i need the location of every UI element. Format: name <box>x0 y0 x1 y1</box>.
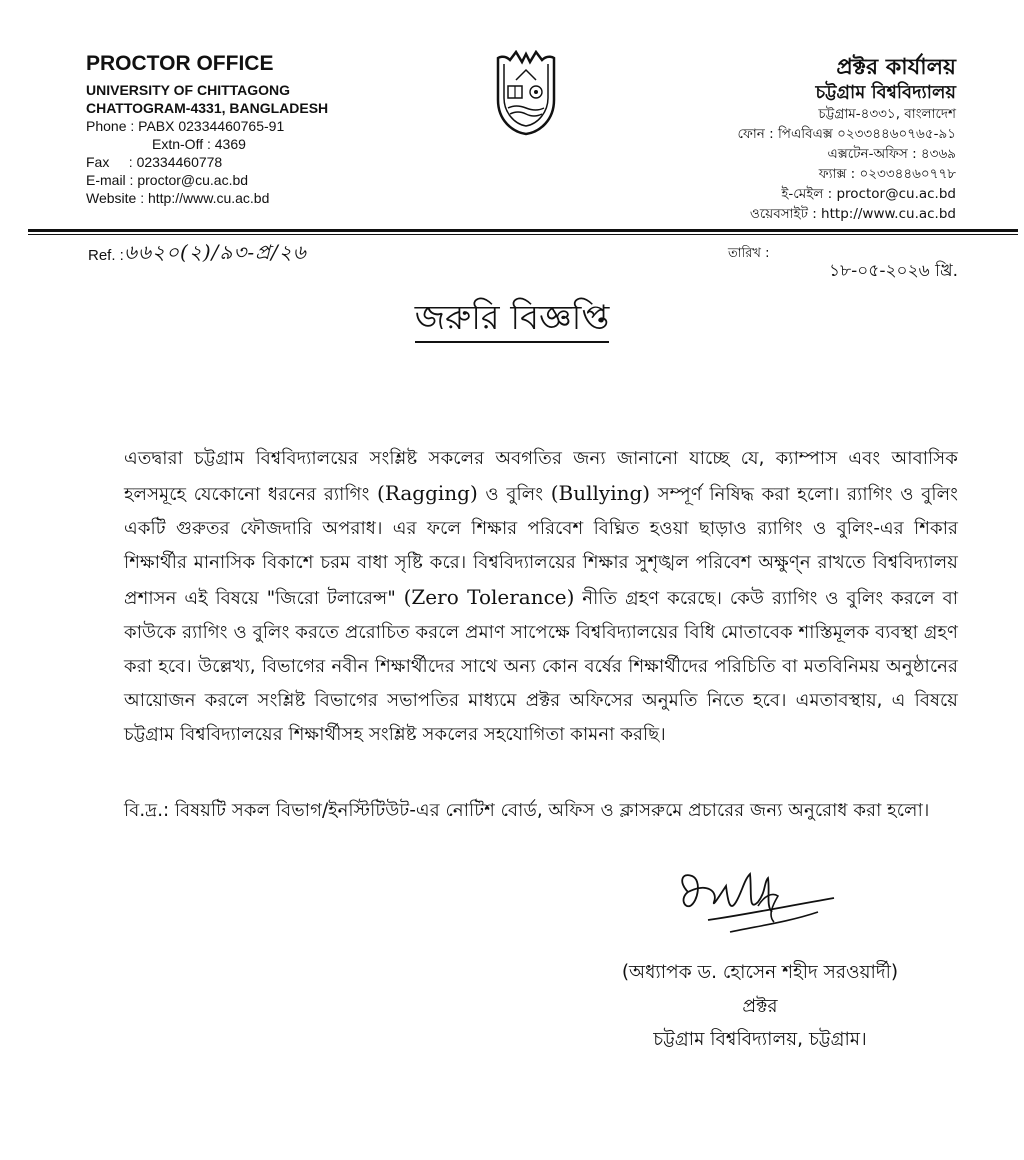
email-bn: ই-মেইল : proctor@cu.ac.bd <box>781 186 956 202</box>
body-part-3: সম্পূর্ণ নিষিদ্ধ করা হলো। র‍্যাগিং ও বুলিং একটি গুরুতর ফৌজদারি অপরাধ। এর ফলে শিক্ষার পরিবেশ বিঘ্নিত হওয়া ছাড়াও র‍্যাগিং ও বুলিং-এর শিকার শিক্ষার্থীর মানাসিক বিকাশে চরম বাধা সৃষ্টি করে। বিশ্ববিদ্যালয়ের শিক্ষার সুশৃঙ্খল পরিবেশ অক্ষুণ্ন রাখতে বিশ্ববিদ্যালয় প্রশাসন এই বিষয়ে "জিরো টলারেন্স" <box>124 484 958 609</box>
body-term-ragging: (Ragging) <box>377 481 478 505</box>
ref-label: Ref. : <box>88 247 124 264</box>
website-bn: ওয়েবসাইট : http://www.cu.ac.bd <box>749 206 956 222</box>
notice-title-text: জরুরি বিজ্ঞপ্তি <box>415 298 610 343</box>
address-en: CHATTOGRAM-4331, BANGLADESH <box>86 100 329 116</box>
address-bn: চট্টগ্রাম-৪৩৩১, বাংলাদেশ <box>818 106 956 122</box>
signatory-institution: চট্টগ্রাম বিশ্ববিদ্যালয়, চট্টগ্রাম। <box>653 1029 867 1050</box>
notice-body <box>124 442 958 752</box>
handwritten-signature <box>668 862 840 952</box>
header-divider <box>28 229 1018 232</box>
website-en: Website : http://www.cu.ac.bd <box>86 190 270 206</box>
notice-note: বি.দ্র.: বিষয়টি সকল বিভাগ/ইনস্টিটিউট-এর নোটিশ বোর্ড, অফিস ও ক্লাসরুমে প্রচারের জন্য অনুরোধ করা হলো। <box>124 800 930 821</box>
ref-number: ৬৬২০(২)/৯৩-প্র/২৬ <box>124 240 307 264</box>
extn-en: Extn-Off : 4369 <box>152 136 246 152</box>
extn-bn: এক্সটেন-অফিস : ৪৩৬৯ <box>827 146 956 162</box>
university-name-en: UNIVERSITY OF CHITTAGONG <box>86 82 291 98</box>
phone-en: Phone : PABX 02334460765-91 <box>86 118 285 134</box>
university-seal-logo <box>494 50 558 136</box>
header-en-details <box>86 81 328 207</box>
body-part-4: নীতি গ্রহণ করেছে। কেউ র‍্যাগিং ও বুলিং করলে বা কাউকে র‍্যাগিং ও বুলিং করতে প্ররোচিত করলে প্রমাণ সাপেক্ষে বিশ্ববিদ্যালয়ের বিধি মোতাবেক শাস্তিমূলক ব্যবস্থা গ্রহণ করা হবে। উল্লেখ্য, বিভাগের নবীন শিক্ষার্থীদের সাথে অন্য কোন বর্ষের শিক্ষার্থীদের পরিচিতি বা মতবিনিময় অনুষ্ঠানের আয়োজন করলে সংশ্লিষ্ট বিভাগের সভাপতির মাধ্যমে প্রক্টর অফিসের অনুমতি নিতে হবে। এমতাবস্থায়, এ বিষয়ে চট্টগ্রাম বিশ্ববিদ্যালয়ের শিক্ষার্থীসহ সংশ্লিষ্ট সকলের সহযোগিতা কামনা করছি। <box>124 588 958 745</box>
university-name-bn: চট্টগ্রাম বিশ্ববিদ্যালয় <box>815 82 956 103</box>
date-value: ১৮-০৫-২০২৬ খ্রি. <box>829 261 958 281</box>
office-name-bn: প্রক্টর কার্যালয় <box>836 55 956 80</box>
fax-bn: ফ্যাক্স : ০২৩৩৪৪৬০৭৭৮ <box>818 166 956 182</box>
header-divider-thin <box>28 234 1018 235</box>
fax-en: Fax : 02334460778 <box>86 154 223 170</box>
email-en: E-mail : proctor@cu.ac.bd <box>86 172 249 188</box>
header-bn-details <box>738 104 957 224</box>
phone-bn: ফোন : পিএবিএক্স ০২৩৩৪৪৬০৭৬৫-৯১ <box>737 126 956 142</box>
office-name-en: PROCTOR OFFICE <box>86 52 274 75</box>
signatory-name: (অধ্যাপক ড. হোসেন শহীদ সরওয়ার্দী) <box>621 962 899 983</box>
body-term-zero-tolerance: (Zero Tolerance) <box>403 585 575 609</box>
body-part-2: ও বুলিং <box>485 484 544 505</box>
body-term-bullying: (Bullying) <box>550 481 651 505</box>
body-part-1: এতদ্বারা চট্টগ্রাম বিশ্ববিদ্যালয়ের সংশ্লিষ্ট সকলের অবগতির জন্য জানানো যাচ্ছে যে, ক্যাম্পাস এবং আবাসিক হলসমূহে যেকোনো ধরনের র‍্যাগিং <box>124 448 958 505</box>
date-label: তারিখ : <box>728 246 770 261</box>
signatory-designation: প্রক্টর <box>742 996 778 1017</box>
notice-title <box>0 292 1024 349</box>
